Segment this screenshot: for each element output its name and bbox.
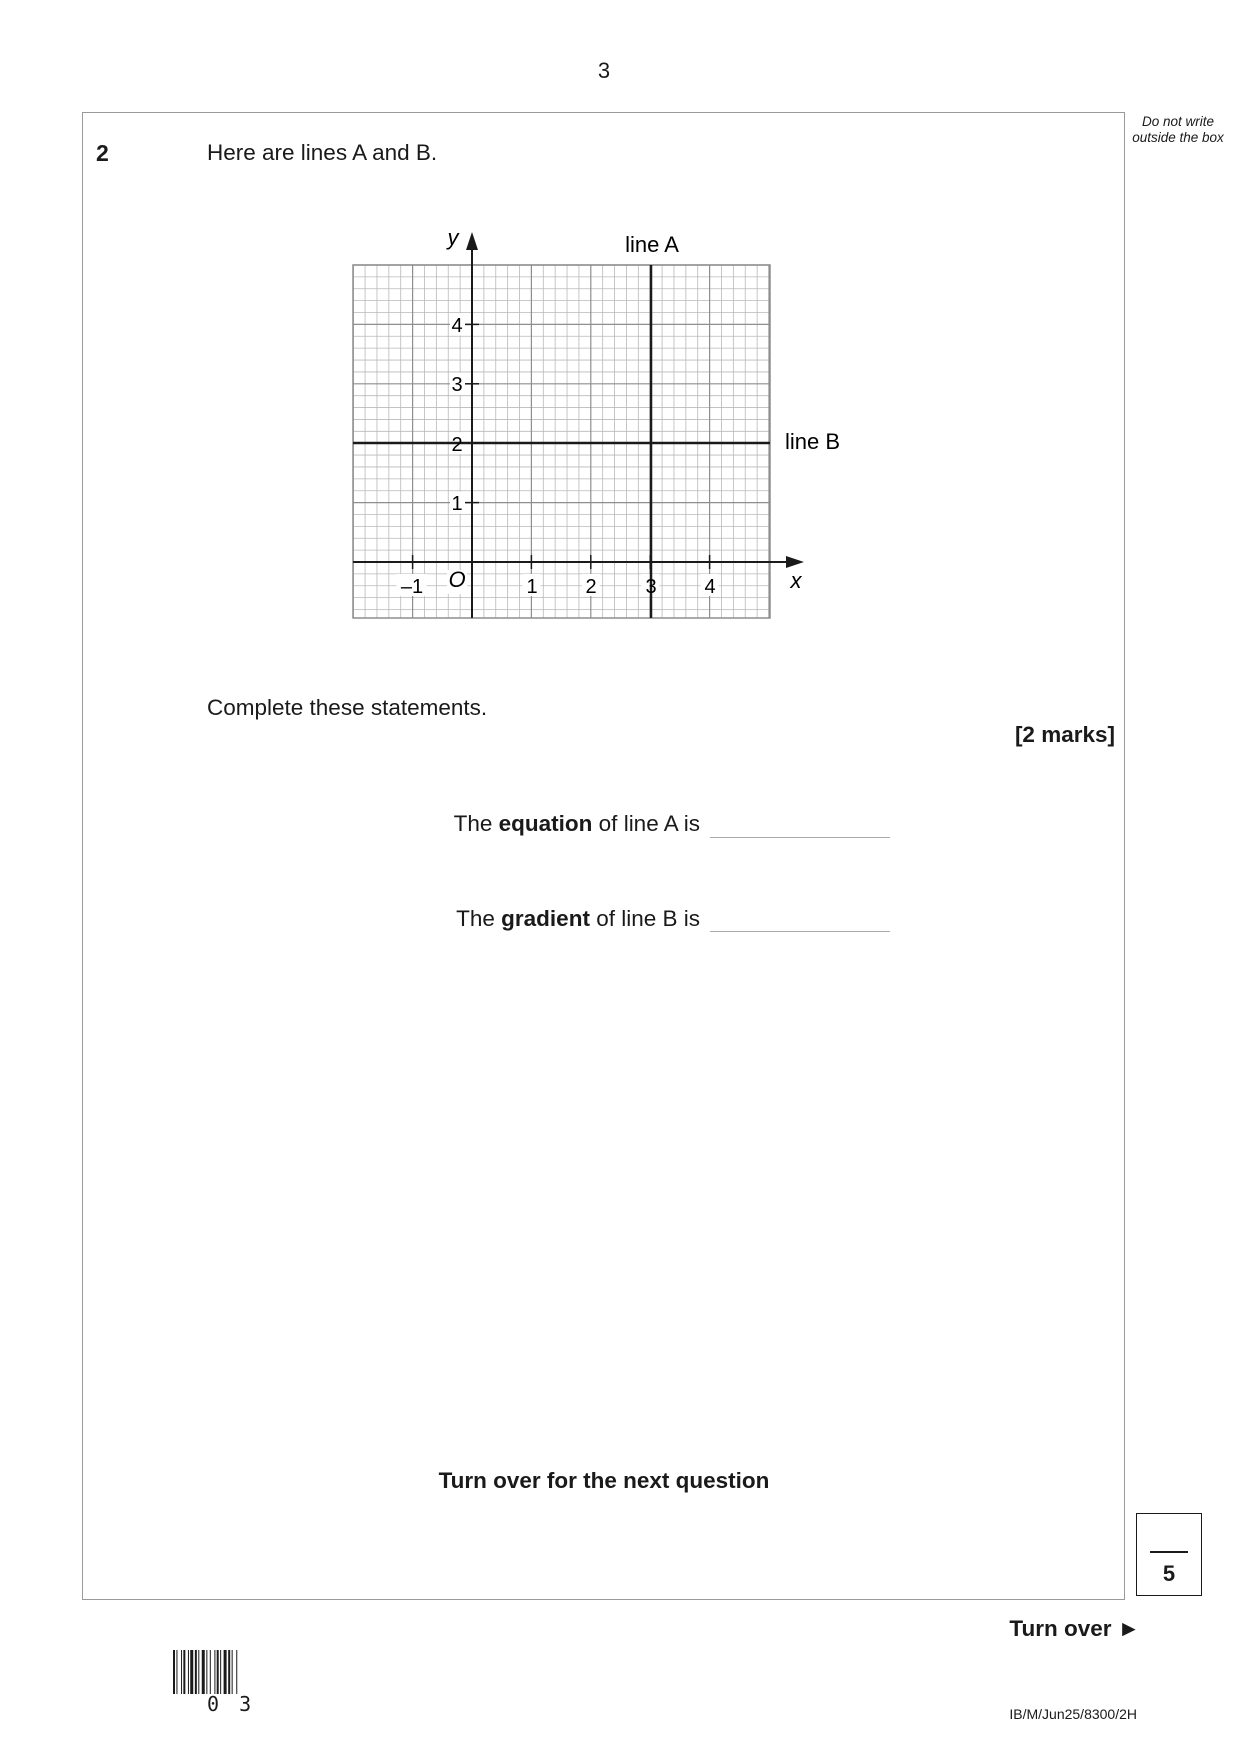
barcode-bar xyxy=(236,1650,237,1694)
origin-label: O xyxy=(448,567,466,592)
barcode-bar xyxy=(210,1650,211,1694)
page-number: 3 xyxy=(597,58,611,83)
x-tick-label: 4 xyxy=(704,576,716,598)
statement-keyword: equation xyxy=(498,811,593,836)
barcode-bar xyxy=(176,1650,177,1694)
y-axis-arrow xyxy=(466,232,478,250)
paper-reference-code: IB/M/Jun25/8300/2H xyxy=(1009,1706,1137,1722)
x-tick-label: 1 xyxy=(526,576,538,598)
y-axis-label: y xyxy=(447,225,459,250)
score-total: 5 xyxy=(1162,1561,1176,1586)
y-tick-label: 4 xyxy=(451,315,463,337)
barcode-bar xyxy=(228,1650,230,1694)
statement-line-b-gradient xyxy=(456,906,700,932)
y-tick-label: 3 xyxy=(451,374,463,396)
marks-label: [2 marks] xyxy=(1014,722,1115,747)
line-b-label: line B xyxy=(785,429,841,454)
next-question-note: Turn over for the next question xyxy=(438,1468,770,1493)
answer-line-equation[interactable] xyxy=(710,837,890,838)
barcode-bar xyxy=(217,1650,219,1694)
x-tick-label: 3 xyxy=(645,576,657,598)
barcode-bar xyxy=(214,1650,215,1694)
statement-keyword: gradient xyxy=(501,906,590,931)
barcode-bar xyxy=(202,1650,205,1694)
x-tick-label: –1 xyxy=(400,576,424,598)
score-bar xyxy=(1150,1551,1188,1553)
x-axis-label: x xyxy=(790,568,802,593)
coordinate-grid-graph xyxy=(340,215,841,635)
barcode-bar xyxy=(181,1650,182,1694)
x-axis-arrow xyxy=(786,556,804,568)
turn-over-label: Turn over ► xyxy=(1009,1616,1140,1641)
barcode-bar xyxy=(206,1650,207,1694)
barcode-bar xyxy=(183,1650,185,1694)
y-tick-labels xyxy=(451,315,462,515)
barcode-bar xyxy=(188,1650,189,1694)
question-number: 2 xyxy=(96,140,109,166)
barcode-digits: 0 3 xyxy=(207,1692,256,1716)
grid-major-lines xyxy=(353,265,770,618)
barcode-image xyxy=(173,1650,291,1694)
barcode-bar xyxy=(232,1650,233,1694)
grid-border xyxy=(353,265,770,618)
barcode-bar xyxy=(220,1650,221,1694)
grid-minor-lines xyxy=(353,265,770,618)
x-tick-label: 2 xyxy=(585,576,597,598)
barcode-bar xyxy=(224,1650,227,1694)
y-tick-label: 1 xyxy=(451,493,463,515)
statement-suffix: of line B is xyxy=(589,906,700,931)
barcode-bar xyxy=(190,1650,193,1694)
barcode-bar xyxy=(198,1650,199,1694)
statement-suffix: of line A is xyxy=(592,811,700,836)
instruction-text: Complete these statements. xyxy=(207,695,488,720)
margin-note: Do not write outside the box xyxy=(1132,114,1224,145)
y-tick-label: 2 xyxy=(451,434,463,456)
barcode-bar xyxy=(173,1650,175,1694)
answer-line-gradient[interactable] xyxy=(710,931,890,932)
line-a-label: line A xyxy=(625,232,679,257)
barcode-bar xyxy=(195,1650,197,1694)
statement-line-a-equation xyxy=(454,811,700,837)
statement-prefix: The xyxy=(453,811,499,836)
question-text: Here are lines A and B. xyxy=(207,140,438,165)
statement-prefix: The xyxy=(456,906,502,931)
